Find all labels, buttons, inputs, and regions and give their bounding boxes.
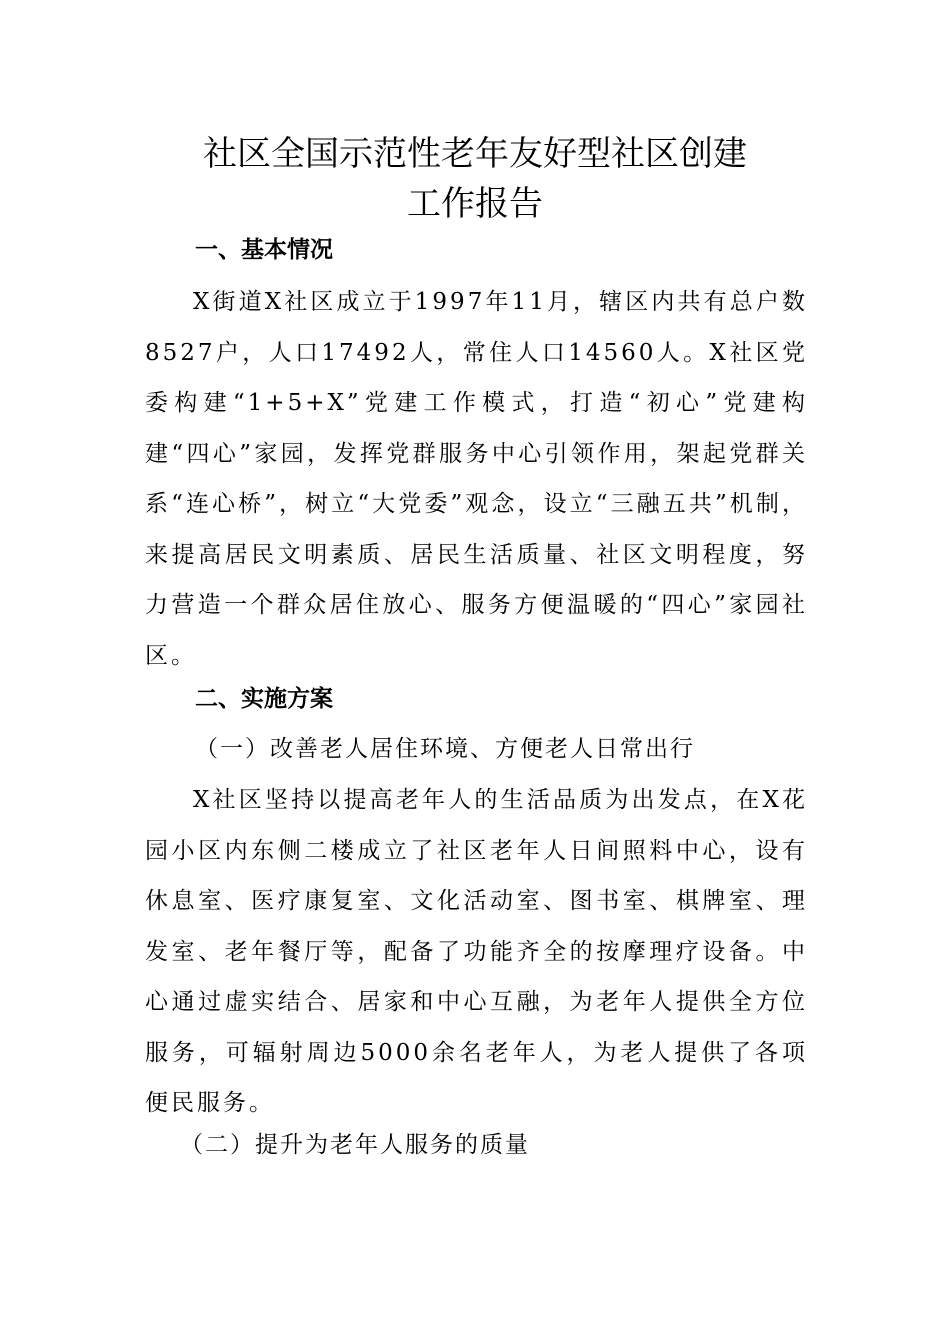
- section1-heading: 一、基本情况: [195, 237, 333, 263]
- document-title-line1: 社区全国示范性老年友好型社区创建: [203, 134, 747, 174]
- document-title-line2: 工作报告: [407, 184, 543, 224]
- section1-paragraph: X街道X社区成立于1997年11月，辖区内共有总户数8527户，人口17492人，常住人口14560人。X社区党委构建“1+5+X”党建工作模式，打造“初心”党建构建“四心”家园，发挥党群服务中心引领作用，架起党群关系“连心桥”，树立“大党委”观念，设立“三融五共”机制，来提高居民文明素质、居民生活质量、社区文明程度，努力营造一个群众居住放心、服务方便温暖的“四心”家园社区。: [145, 289, 808, 669]
- subsection2-heading: （二）提升为老年人服务的质量: [180, 1132, 530, 1158]
- subsection1-paragraph: X社区坚持以提高老年人的生活品质为出发点，在X花园小区内东侧二楼成立了社区老年人日间照料中心，设有休息室、医疗康复室、文化活动室、图书室、棋牌室、理发室、老年餐厅等，配备了功能齐全的按摩理疗设备。中心通过虚实结合、居家和中心互融，为老年人提供全方位服务，可辐射周边5000余名老年人，为老人提供了各项便民服务。: [145, 787, 808, 1116]
- subsection1-heading: （一）改善老人居住环境、方便老人日常出行: [195, 736, 695, 762]
- section2-heading: 二、实施方案: [195, 686, 333, 712]
